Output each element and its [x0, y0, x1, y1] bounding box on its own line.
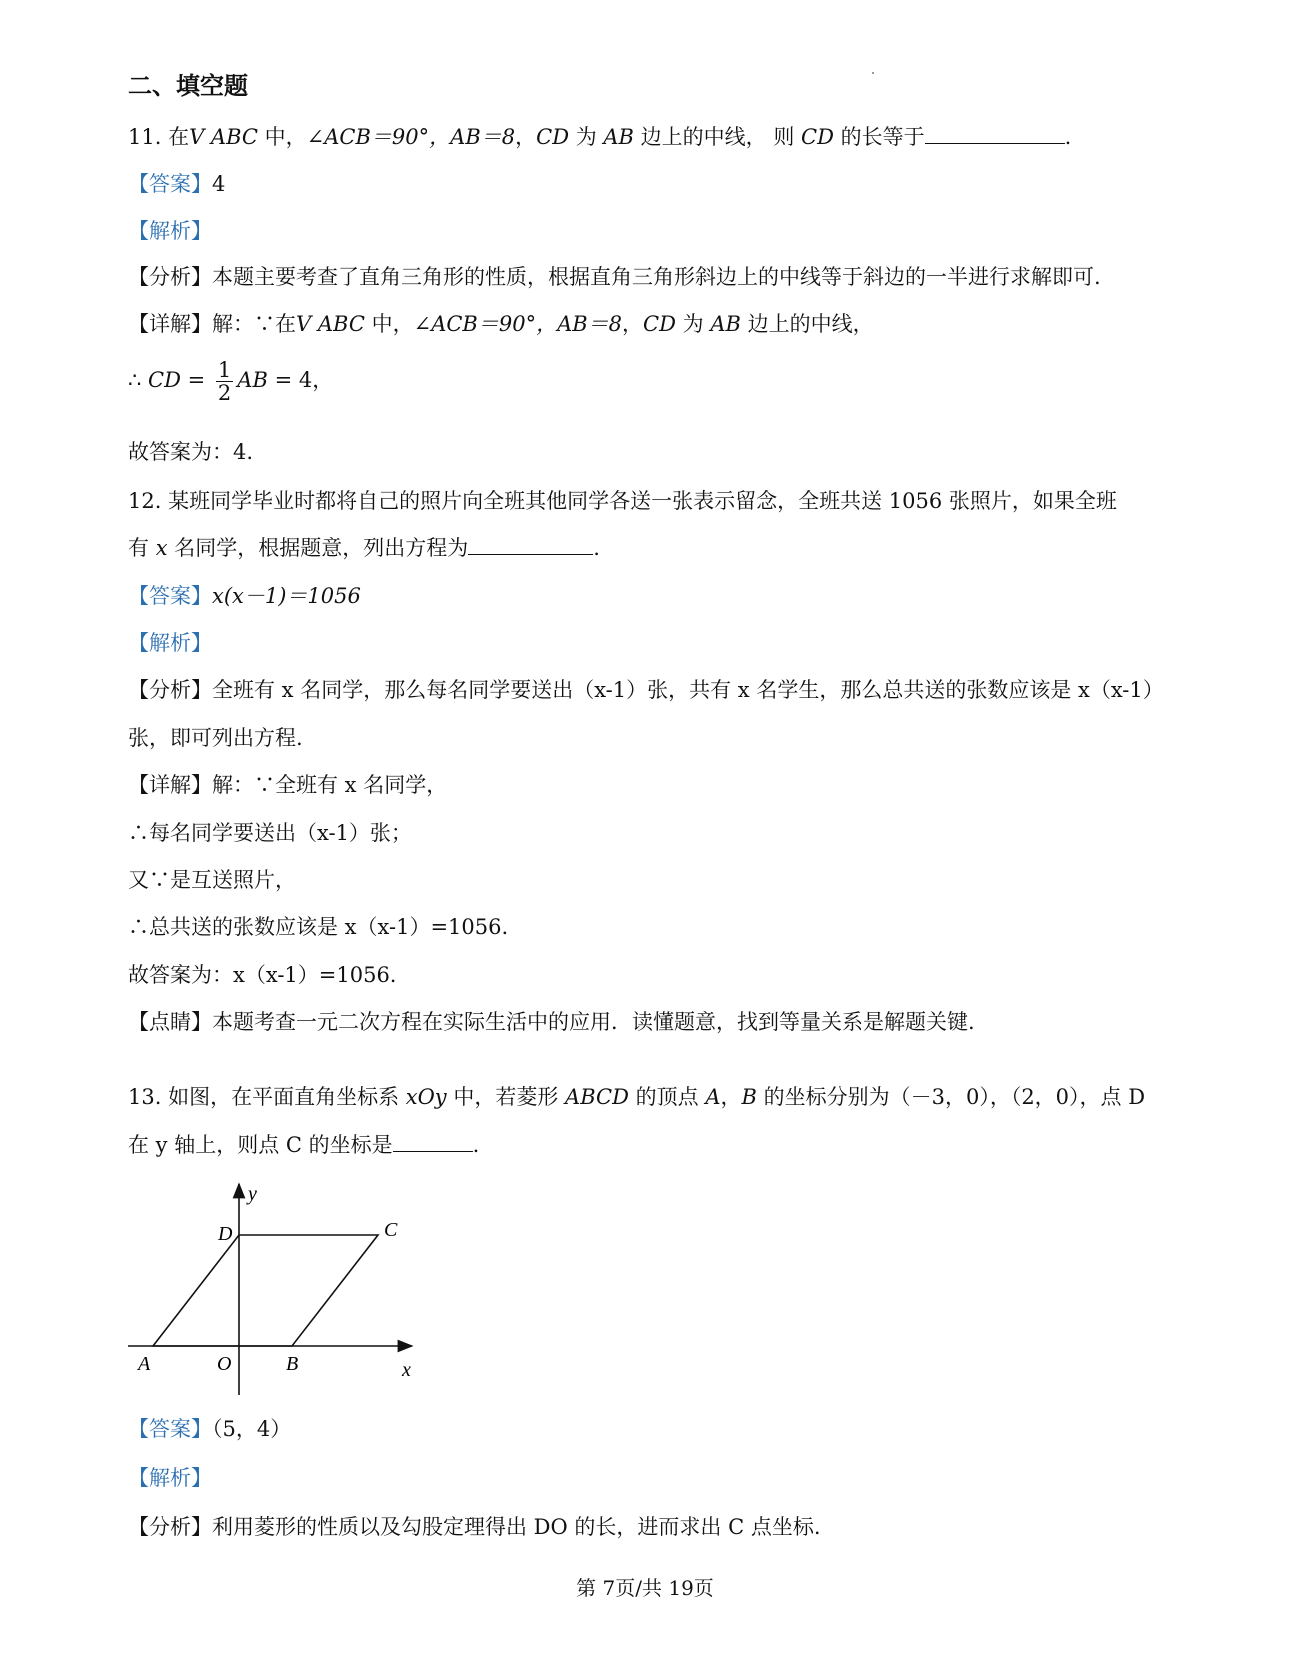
answer-tag: 【答案】: [128, 1417, 212, 1441]
q13-jiexi: 【解析】: [128, 1466, 212, 1490]
q12-text: .: [593, 536, 600, 560]
label-a: A: [138, 1353, 151, 1375]
q13-text: 的顶点: [628, 1085, 706, 1109]
fenxi-tag: 【分析】: [128, 1515, 212, 1539]
q12-dianjing: [128, 1008, 975, 1036]
page-footer: 第 7页/共 19页: [576, 1576, 714, 1600]
q12-stem-line1: 12. 某班同学毕业时都将自己的照片向全班其他同学各送一张表示留念，全班共送 1056 张照片，如果全班: [128, 489, 1117, 513]
rhombus: [153, 1235, 378, 1346]
xiangjie-text: 边上的中线，: [740, 312, 874, 336]
fraction: [216, 359, 233, 404]
label-b: B: [286, 1353, 299, 1375]
q13-point-b: B: [741, 1085, 757, 1109]
fenxi-text: 本题主要考查了直角三角形的性质，根据直角三角形斜边上的中线等于斜边的一半进行求解即可.: [212, 265, 1101, 289]
q11-xiangjie: [128, 310, 874, 338]
q11-text: .: [1064, 125, 1072, 149]
label-d: D: [218, 1223, 233, 1245]
dianjing-tag: 【点睛】: [128, 1010, 212, 1034]
q12-answer: [128, 582, 361, 610]
q11-final: 故答案为：4.: [128, 440, 254, 464]
q12-fenxi-line2: 张，即可列出方程.: [128, 726, 303, 750]
answer-value: x(x－1)＝1056: [212, 584, 361, 608]
q11-text: 的长等于: [833, 125, 925, 149]
answer-blank: [393, 1133, 473, 1152]
xiangjie-text: 解：∵在: [212, 312, 296, 336]
xiangjie-text: ，: [622, 312, 644, 336]
q13-abcd: ABCD: [565, 1085, 629, 1109]
xiangjie-cd: CD: [643, 312, 676, 336]
q11-text: ，: [515, 125, 537, 149]
label-x: x: [402, 1359, 411, 1381]
answer-blank: [468, 536, 593, 555]
q11-condition: ∠ACB＝90°，AB＝8: [306, 125, 516, 149]
rhombus-figure: [120, 1180, 430, 1405]
q12-stem-line2: [128, 534, 600, 562]
answer-blank: [925, 125, 1065, 144]
q13-text: 13. 如图，在平面直角坐标系: [128, 1085, 406, 1109]
therefore-symbol: ∴: [128, 368, 149, 392]
q11-cd: CD: [801, 125, 834, 149]
q11-cd: CD: [536, 125, 570, 149]
q12-jiexi: 【解析】: [128, 631, 212, 655]
q13-stem-line2: [128, 1131, 479, 1159]
answer-tag: 【答案】: [128, 584, 212, 608]
q11-jiexi: 【解析】: [128, 219, 212, 243]
xiangjie-tag: 【详解】: [128, 773, 212, 797]
answer-tag: 【答案】: [128, 172, 212, 196]
answer-value: 4: [212, 172, 226, 196]
q13-answer: [128, 1415, 291, 1443]
q13-fenxi: [128, 1513, 821, 1541]
q13-xoy: xOy: [405, 1085, 447, 1109]
q12-step2: ∴每名同学要送出（x-1）张；: [128, 821, 412, 845]
q12-text: 有: [128, 536, 156, 560]
q11-text: 中，: [257, 125, 307, 149]
q13-text: 的坐标分别为（－3，0），（2，0），点 D: [756, 1085, 1146, 1109]
xiangjie-text: 中，: [364, 312, 414, 336]
xiangjie-text: 解：∵全班有 x 名同学，: [212, 773, 448, 797]
q13-text: ，: [720, 1085, 742, 1109]
fraction-denominator: 2: [217, 381, 232, 405]
fraction-numerator: 1: [217, 358, 232, 382]
step-ab: AB: [237, 368, 268, 392]
fenxi-text: 利用菱形的性质以及勾股定理得出 DO 的长，进而求出 C 点坐标.: [212, 1515, 821, 1539]
q11-triangle: V ABC: [189, 125, 258, 149]
q11-answer: [128, 170, 225, 198]
fenxi-tag: 【分析】: [128, 678, 212, 702]
q12-step3: 又∵是互送照片，: [128, 868, 296, 892]
q13-point-a: A: [705, 1085, 721, 1109]
label-o: O: [217, 1353, 232, 1375]
q13-stem-line1: [128, 1083, 1145, 1111]
fenxi-tag: 【分析】: [128, 265, 212, 289]
q12-xiangjie: [128, 771, 447, 799]
q11-text: 为: [569, 125, 604, 149]
q13-text: 在 y 轴上，则点 C 的坐标是: [128, 1133, 393, 1157]
speck: [872, 72, 874, 74]
fenxi-text: 全班有 x 名同学，那么每名同学要送出（x-1）张，共有 x 名学生，那么总共送的张数应该是 x（x-1）: [212, 678, 1164, 702]
dianjing-text: 本题考查一元二次方程在实际生活中的应用．读懂题意，找到等量关系是解题关键.: [212, 1010, 975, 1034]
xiangjie-condition: ∠ACB＝90°，AB＝8: [413, 312, 623, 336]
q12-final: 故答案为：x（x-1）=1056.: [128, 963, 397, 987]
q11-text: 11. 在: [128, 125, 190, 149]
answer-value: （5，4）: [212, 1417, 292, 1441]
step-cd: CD: [148, 368, 181, 392]
section-title: 二、填空题: [128, 72, 248, 100]
xiangjie-ab: AB: [710, 312, 741, 336]
q12-step4: ∴总共送的张数应该是 x（x-1）=1056.: [128, 915, 509, 939]
q12-x: x: [155, 536, 168, 560]
q11-step: [128, 350, 333, 410]
q11-stem: [128, 123, 1071, 151]
step-text: = 4，: [267, 368, 334, 392]
step-text: =: [180, 368, 212, 392]
xiangjie-triangle: V ABC: [296, 312, 365, 336]
q11-text: 边上的中线， 则: [634, 125, 802, 149]
q13-text: 中，若菱形: [446, 1085, 566, 1109]
xiangjie-text: 为: [675, 312, 711, 336]
q13-text: .: [472, 1133, 480, 1157]
xiangjie-tag: 【详解】: [128, 312, 212, 336]
q12-fenxi-line1: [128, 676, 1164, 704]
q11-ab: AB: [603, 125, 634, 149]
q11-fenxi: [128, 263, 1101, 291]
label-c: C: [384, 1219, 398, 1241]
label-y: y: [248, 1183, 257, 1205]
q12-text: 名同学，根据题意，列出方程为: [167, 536, 469, 560]
